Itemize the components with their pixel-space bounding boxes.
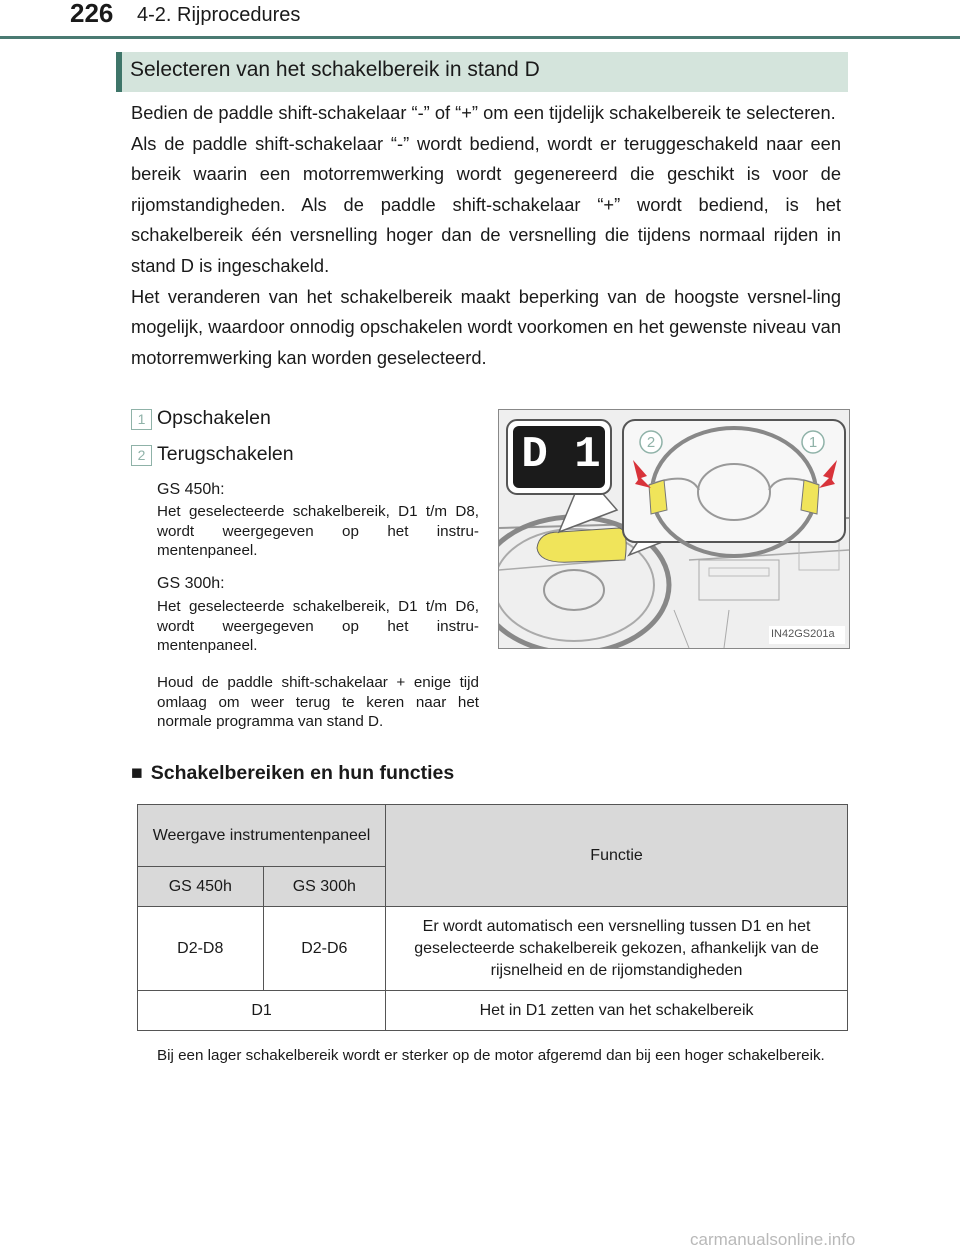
table-row	[138, 991, 848, 1031]
body-text	[131, 98, 841, 373]
header-gs450h: GS 450h	[138, 867, 264, 907]
cell-gs300h: D2-D6	[263, 907, 386, 991]
gear-display-label: D 1	[521, 430, 601, 480]
header-divider	[0, 36, 960, 39]
note-gs450h-text: Het geselecteerde schakelbereik, D1 t/m D8, wordt weergegeven op het instru-mentenpaneel.	[157, 503, 479, 559]
callout-number-upshift: 1	[808, 434, 818, 451]
table-row	[138, 907, 848, 991]
body-paragraph: Het veranderen van het schakelbereik maakt beperking van de hoogste versnel-ling mogelijk, waardoor onnodig opschakelen wordt voorkomen en het gewenste niveau van motorremwerking kan worden geselecteerd.	[131, 285, 841, 368]
note-gs450h-heading: GS 450h:	[157, 481, 225, 498]
cell-gs450h: D2-D8	[138, 907, 264, 991]
steering-wheel-illustration	[498, 409, 850, 649]
header-function: Functie	[386, 805, 848, 907]
header-display: Weergave instrumentenpaneel	[138, 805, 386, 867]
item-number-badge: 1	[131, 409, 152, 430]
subsection-title: Schakelbereiken en hun functies	[150, 762, 455, 784]
illustration-code: IN42GS201a	[771, 628, 835, 640]
footnote: Bij een lager schakelbereik wordt er sterker op de motor afgeremd dan bij een hoger schakelbereik.	[157, 1047, 825, 1064]
shift-range-table	[137, 804, 848, 1031]
section-title: Selecteren van het schakelbereik in stand D	[130, 58, 540, 81]
subsection-bullet: ■	[131, 762, 143, 784]
item-number-badge: 2	[131, 445, 152, 466]
watermark: carmanualsonline.info	[690, 1230, 856, 1249]
item-label-downshift: Terugschakelen	[157, 443, 294, 465]
cell-function: Er wordt automatisch een versnelling tussen D1 en het geselecteerde schakelbereik gekozen, afhankelijk van de rijsnelheid en de rijomstandigheden	[386, 907, 848, 991]
note-gs300h-text: Het geselecteerde schakelbereik, D1 t/m D6, wordt weergegeven op het instru-mentenpaneel.	[157, 598, 479, 654]
callout-number-downshift: 2	[646, 434, 656, 451]
cell-display: D1	[138, 991, 386, 1031]
body-paragraph: Als de paddle shift-schakelaar “-” wordt bediend, wordt er teruggeschakeld naar een bereik waarin een motorremwerking wordt gegenereerd die geschikt is voor de rijomstandigheden. Als de paddle shift-schakelaar “+” wordt bediend, is het schakelbereik één versnelling hoger dan de versnelling die tijdens normaal rijden in stand D is ingeschakeld.	[131, 132, 841, 276]
cell-function: Het in D1 zetten van het schakelbereik	[386, 991, 848, 1031]
page-number: 226	[70, 0, 114, 28]
item-label-upshift: Opschakelen	[157, 407, 271, 429]
note-hold-text: Houd de paddle shift-schakelaar + enige tijd omlaag om weer terug te keren naar het normale programma van stand D.	[157, 674, 479, 730]
note-gs300h-heading: GS 300h:	[157, 575, 225, 592]
section-accent	[116, 52, 122, 92]
header-gs300h: GS 300h	[263, 867, 386, 907]
table-header-row	[138, 805, 848, 867]
body-paragraph: Bedien de paddle shift-schakelaar “-” of “+” om een tijdelijk schakelbereik te selecteren.	[131, 102, 836, 123]
chapter-title: 4-2. Rijprocedures	[137, 4, 301, 26]
subsection-heading	[131, 762, 454, 785]
section-heading	[116, 52, 848, 92]
